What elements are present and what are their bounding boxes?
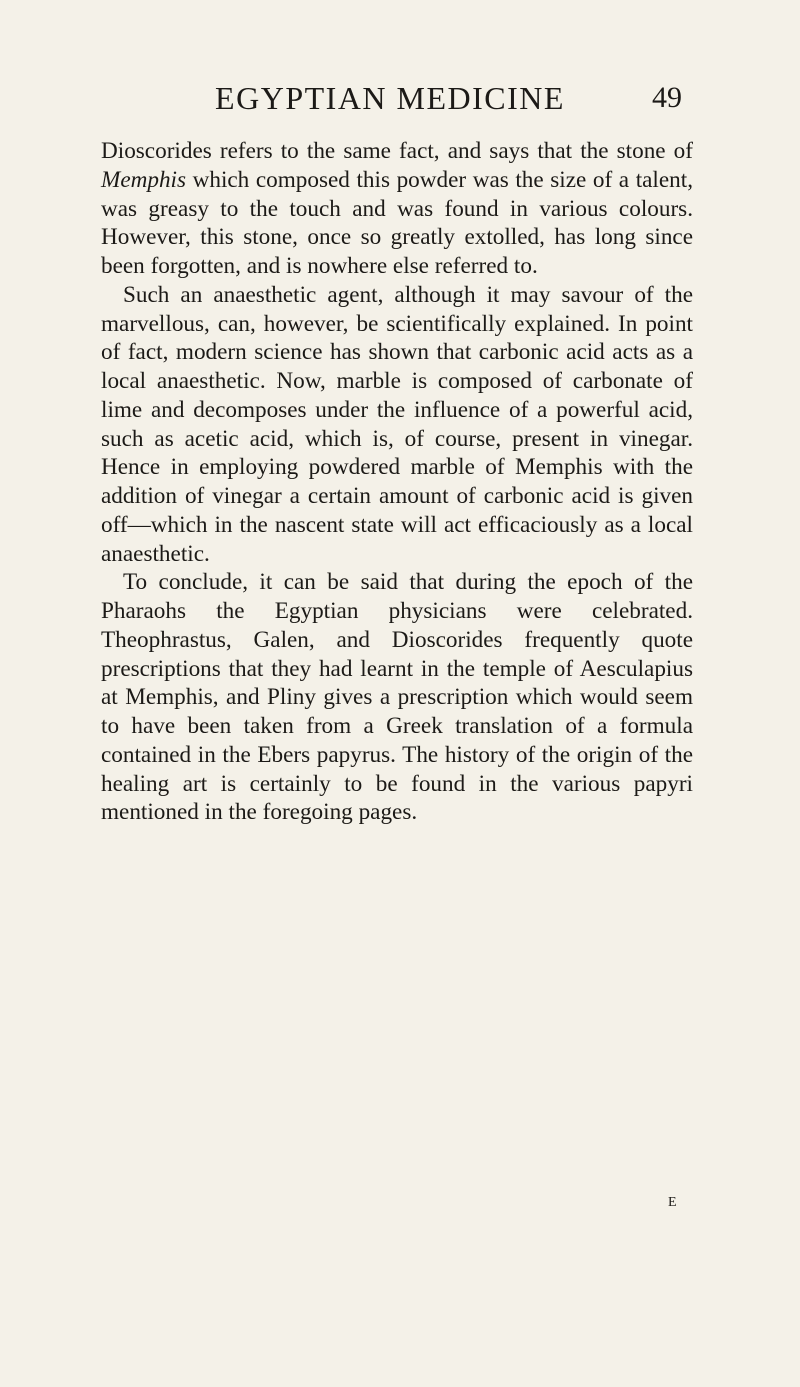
signature-mark: E xyxy=(668,1195,678,1210)
paragraph-1-text-start: Dioscorides refers to the same fact, and says that the stone of xyxy=(101,138,693,164)
paragraph-1-text-end: which composed this powder was the size of a talent, was greasy to the touch and was found in various colours. However, this stone, once so greatly extolled, has long since been forgotten, and is nowhere else referred to. xyxy=(101,166,693,279)
paragraph-3: To conclude, it can be said that during the epoch of the Pharaohs the Egyptian physicians were celebrated. Theophrastus, Galen, and Dioscorides frequently quote prescriptions that they had learnt in the temple of Aesculapius at Memphis, and Pliny gives a prescription which would seem to have been taken from a Greek translation of a formula contained in the Ebers papyrus. The history of the origin of the healing art is certainly to be found in the various papyri mentioned in the foregoing pages. xyxy=(101,569,693,826)
running-head xyxy=(0,78,800,118)
paragraph-1-italic-memphis: Memphis xyxy=(101,166,187,193)
paragraph-1 xyxy=(101,137,693,281)
paragraph-2: Such an anaesthetic agent, although it may savour of the marvellous, can, however, be scientifically explained. In point of fact, modern science has shown that carbonic acid acts as a local anaesthetic. Now, marble is composed of carbonate of lime and decomposes under the influence of a powerful acid, such as acetic acid, which is, of course, present in vinegar. Hence in employing powdered marble of Memphis with the addition of vinegar a certain amount of carbonic acid is given off—which in the nascent state will act efficaciously as a local anaesthetic. xyxy=(101,281,693,567)
running-title: EGYPTIAN MEDICINE xyxy=(215,80,565,116)
page-number: 49 xyxy=(652,81,682,114)
body-text xyxy=(101,137,693,827)
